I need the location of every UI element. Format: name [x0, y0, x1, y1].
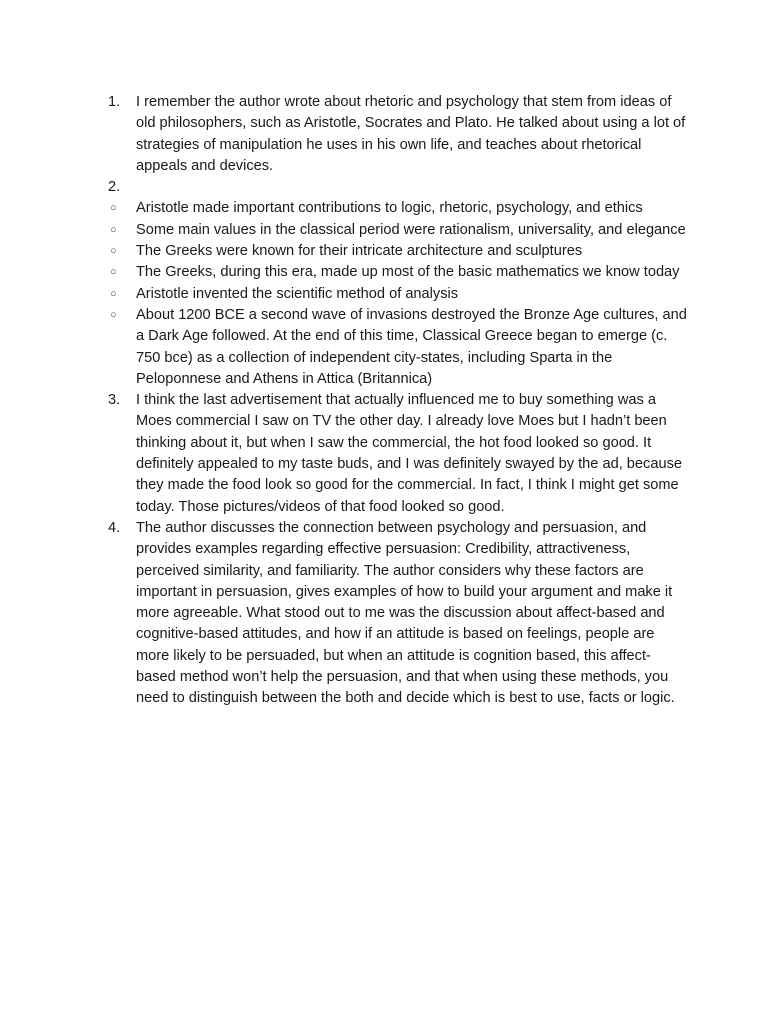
list-item-2 — [108, 177, 688, 198]
bullet-item-text: Aristotle made important contributions to logic, rhetoric, psychology, and ethics — [136, 200, 643, 217]
bullet-item — [108, 262, 688, 283]
list-item-text: The author discusses the connection between psychology and persuasion, and provides examples regarding effective persuasion: Credibility, attractiveness, perceived similarity, and familiarity. The author considers why these factors are important in persuasion, gives examples of how to build your argument and make it more agreeable. What stood out to me was the discussion about affect-based and cognitive-based attitudes, and how if an attitude is based on feelings, people are more likely to be persuaded, but when an attitude is cognition based, this affect-based method won’t help the persuasion, and that when using these methods, you need to distinguish between the both and decide which is best to use, facts or logic. — [136, 519, 675, 707]
hollow-bullet-icon: ○ — [110, 308, 117, 321]
bullet-item-text: The Greeks were known for their intricate architecture and sculptures — [136, 243, 583, 260]
hollow-bullet-icon: ○ — [110, 223, 117, 236]
hollow-bullet-icon: ○ — [110, 266, 117, 279]
list-number: 4. — [108, 519, 121, 536]
bullet-item-text: About 1200 BCE a second wave of invasions destroyed the Bronze Age cultures, and a Dark Age followed. At the end of this time, Classical Greece began to emerge (c. 750 bce) as a collection of independent city-states, including Sparta in the Peloponnese and Athens in Attica (Britannica) — [136, 306, 687, 387]
bullet-item-text: Aristotle invented the scientific method of analysis — [136, 285, 459, 302]
list-number: 3. — [108, 392, 121, 409]
bullet-item — [108, 220, 688, 241]
bullet-item-text: Some main values in the classical period were rationalism, universality, and elegance — [136, 221, 686, 238]
bullet-item — [108, 284, 688, 305]
list-item-text: I remember the author wrote about rhetoric and psychology that stem from ideas of old philosophers, such as Aristotle, Socrates and Plato. He talked about using a lot of strategies of manipulation he uses in his own life, and teaches about rhetorical appeals and devices. — [136, 94, 686, 174]
list-item-1 — [108, 92, 688, 177]
hollow-bullet-icon: ○ — [110, 202, 117, 215]
bullet-item — [108, 198, 688, 219]
list-item-text: I think the last advertisement that actually influenced me to buy something was a Moes commercial I saw on TV the other day. I already love Moes but I hadn’t been thinking about it, but when I saw the commercial, the hot food looked so good. It definitely appealed to my taste buds, and I was definitely swayed by the ad, because they made the food look so good for the commercial. In fact, I think I might get some today. Those pictures/videos of that food looked so good. — [136, 392, 682, 515]
list-number: 2. — [108, 179, 121, 196]
list-item-text — [136, 177, 688, 198]
document-content — [108, 92, 688, 710]
bullet-item — [108, 241, 688, 262]
list-number: 1. — [108, 94, 121, 110]
list-item-3 — [108, 390, 688, 518]
hollow-bullet-icon: ○ — [110, 287, 117, 300]
list-item-4 — [108, 518, 688, 710]
bullet-item-text: The Greeks, during this era, made up most of the basic mathematics we know today — [136, 264, 680, 281]
hollow-bullet-icon: ○ — [110, 245, 117, 258]
bullet-item — [108, 305, 688, 390]
